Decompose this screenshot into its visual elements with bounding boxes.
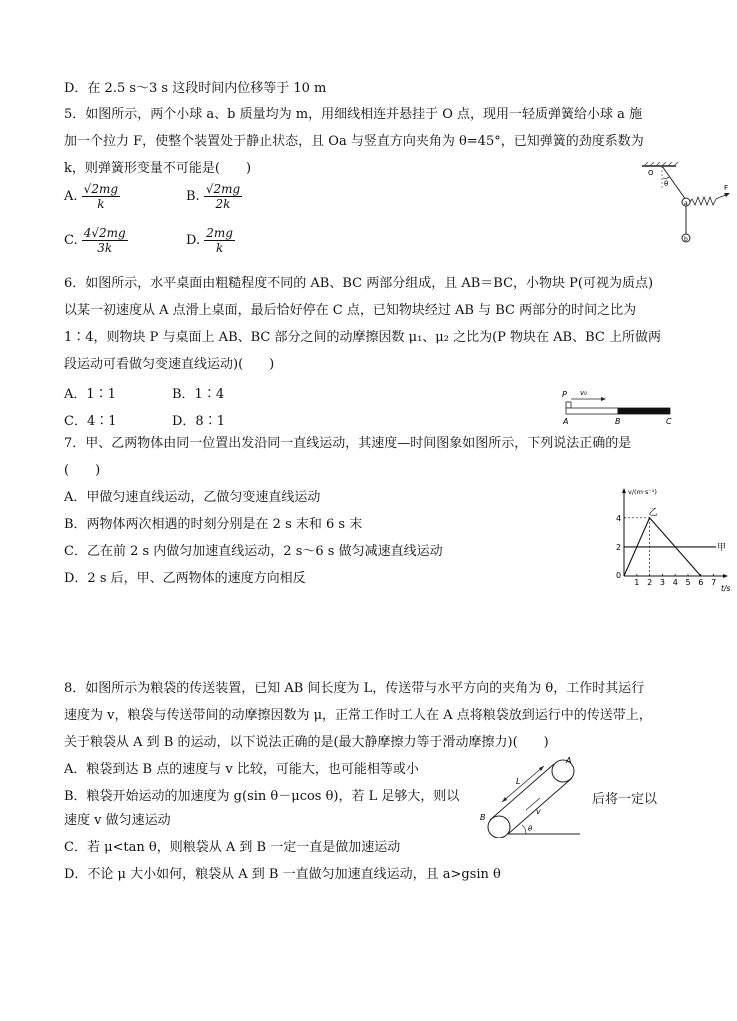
label-p: P xyxy=(562,390,567,399)
q7-option-d: D．2 s 后，甲、乙两物体的速度方向相反 xyxy=(64,571,306,586)
q8-option-d: D．不论 μ 大小如何，粮袋从 A 到 B 一直做匀加速直线运动，且 a>gsin θ xyxy=(64,867,501,882)
y-axis-label: v/(m·s⁻¹) xyxy=(628,488,657,496)
q8-option-b-part-1: B．粮袋开始运动的加速度为 g(sin θ－μcos θ)，若 L 足够大，则以 xyxy=(64,789,460,804)
x-tick-label: 2 xyxy=(647,578,653,587)
label-theta: θ xyxy=(528,825,533,833)
q6-stem-line-4: 段运动可看做匀变速直线运动)( ) xyxy=(64,357,275,372)
q5-option-letter: B. xyxy=(186,189,200,204)
x-tick-label: 3 xyxy=(659,578,665,587)
label-f: F xyxy=(724,184,729,192)
fraction-denominator: 3k xyxy=(97,241,113,255)
q8-option-b-part-3: 速度 v 做匀速运动 xyxy=(64,813,171,828)
q5-figure xyxy=(636,162,732,248)
label-b: b xyxy=(684,236,688,243)
q6-option-c: C．4∶1 xyxy=(64,414,117,429)
incline-angle-arc xyxy=(522,825,526,834)
spring xyxy=(690,197,718,205)
label-b: B xyxy=(480,813,486,822)
x-tick-label: 6 xyxy=(698,578,704,587)
q8-option-b-part-2: 后将一定以 xyxy=(592,792,658,807)
fraction-numerator: 4√2mg xyxy=(83,226,126,240)
q6-stem-line-2: 以某一初速度从 A 点滑上桌面，最后恰好停在 C 点，已知物块经过 AB 与 BC 两部分的时间之比为 xyxy=(64,303,637,318)
q5-option-letter: A. xyxy=(64,189,78,204)
pulley-b xyxy=(488,816,510,838)
x-axis-arrowhead xyxy=(723,574,728,578)
label-theta: θ xyxy=(664,180,669,188)
length-arrowhead-b xyxy=(502,797,507,802)
q8-stem-line-2: 速度为 v，粮袋与传送带间的动摩擦因数为 μ，正常工作时工人在 A 点将粮袋放到运行中的传送带上， xyxy=(64,708,652,723)
segment-ab xyxy=(566,408,618,414)
q8-stem-line-3: 关于粮袋从 A 到 B 的运动，以下说法正确的是(最大静摩擦力等于滑动摩擦力)( ) xyxy=(64,735,549,750)
label-b: B xyxy=(615,417,621,426)
q7-stem-line-2: ( ) xyxy=(64,463,101,478)
q8-figure xyxy=(478,748,588,838)
x-tick-label: 7 xyxy=(711,578,717,587)
q6-option-a: A．1∶1 xyxy=(64,387,116,402)
q5-option-b xyxy=(186,182,242,211)
label-a: A xyxy=(566,756,572,765)
q4-option-d: D．在 2.5 s～3 s 这段时间内位移等于 10 m xyxy=(64,81,327,96)
q7-stem-line-1: 7．甲、乙两物体由同一位置出发沿同一直线运动，其速度—时间图象如图所示，下列说法正确的是 xyxy=(64,436,632,451)
y-tick-label: 4 xyxy=(616,513,622,523)
vt-chart xyxy=(612,488,734,594)
label-v0: v₀ xyxy=(580,389,587,397)
q5-option-fraction xyxy=(82,226,128,255)
q5-stem-line-3: k，则弹簧形变量不可能是( ) xyxy=(64,161,252,176)
q5-stem-line-1: 5．如图所示，两个小球 a、b 质量均为 m，用细线相连并悬挂于 O 点，现用一轻质弹簧给小球 a 施 xyxy=(64,107,643,122)
q6-option-d: D．8∶1 xyxy=(172,414,225,429)
q8-option-a: A．粮袋到达 B 点的速度与 v 比较，可能大，也可能相等或小 xyxy=(64,762,419,777)
q6-figure xyxy=(558,386,678,428)
y-axis-arrowhead xyxy=(622,488,626,493)
q5-option-fraction xyxy=(82,182,120,211)
q5-option-c xyxy=(64,226,128,255)
fraction-denominator: 2k xyxy=(215,197,231,211)
fraction-denominator: k xyxy=(215,241,224,255)
fraction-numerator: 2mg xyxy=(206,226,233,240)
y-tick-label: 2 xyxy=(616,542,622,552)
fraction-numerator: √2mg xyxy=(83,182,119,196)
q7-option-c: C．乙在前 2 s 内做匀加速直线运动，2 s～6 s 做匀减速直线运动 xyxy=(64,544,443,559)
origin-label: 0 xyxy=(616,571,622,580)
q5-option-a xyxy=(64,182,120,211)
q5-option-fraction xyxy=(204,182,242,211)
length-line xyxy=(502,766,544,802)
q5-option-d xyxy=(186,226,235,255)
q8-stem-line-1: 8．如图所示为粮袋的传送装置，已知 AB 间长度为 L，传送带与水平方向的夹角为 θ，工作时其运行 xyxy=(64,681,645,696)
velocity-arrowhead xyxy=(601,397,606,401)
label-a: A xyxy=(563,417,569,426)
x-tick-label: 4 xyxy=(672,578,678,587)
angle-arc xyxy=(663,177,669,178)
label-c: C xyxy=(666,417,672,426)
belt-top xyxy=(490,764,554,820)
x-axis-label: t/s xyxy=(721,584,731,593)
q5-stem-line-2: 加一个拉力 F，使整个装置处于静止状态，且 Oa 与竖直方向夹角为 θ=45°，已知弹簧的劲度系数为 xyxy=(64,134,644,149)
x-tick-label: 5 xyxy=(685,578,691,587)
q8-option-c: C．若 μ<tan θ，则粮袋从 A 到 B 一定一直是做加速运动 xyxy=(64,840,401,855)
fraction-denominator: k xyxy=(97,197,105,211)
label-v: v xyxy=(536,807,541,816)
q5-option-letter: D. xyxy=(186,233,201,248)
label-l: L xyxy=(516,777,521,786)
x-tick-label: 1 xyxy=(634,578,640,587)
label-a: a xyxy=(684,200,688,207)
length-arrowhead-a xyxy=(539,766,544,771)
series-label-jia: 甲 xyxy=(717,542,727,553)
fraction-numerator: √2mg xyxy=(205,182,241,196)
q7-option-a: A．甲做匀速直线运动，乙做匀变速直线运动 xyxy=(64,490,321,505)
q5-option-letter: C. xyxy=(64,233,78,248)
series-label-yi: 乙 xyxy=(648,507,658,518)
belt-bottom xyxy=(508,778,572,834)
q6-option-b: B．1∶4 xyxy=(172,387,225,402)
label-o: O xyxy=(648,169,654,177)
q7-option-b: B．两物体两次相遇的时刻分别是在 2 s 末和 6 s 末 xyxy=(64,517,363,532)
q5-option-fraction xyxy=(204,226,235,255)
segment-bc xyxy=(618,408,670,414)
q6-stem-line-1: 6．如图所示，水平桌面由粗糙程度不同的 AB、BC 两部分组成，且 AB＝BC，小物块 P(可视为质点) xyxy=(64,276,654,291)
q6-stem-line-3: 1∶4，则物块 P 与桌面上 AB、BC 部分之间的动摩擦因数 μ₁、μ₂ 之比为(P 物块在 AB、BC 上所做两 xyxy=(64,330,661,345)
block-p xyxy=(566,402,571,408)
